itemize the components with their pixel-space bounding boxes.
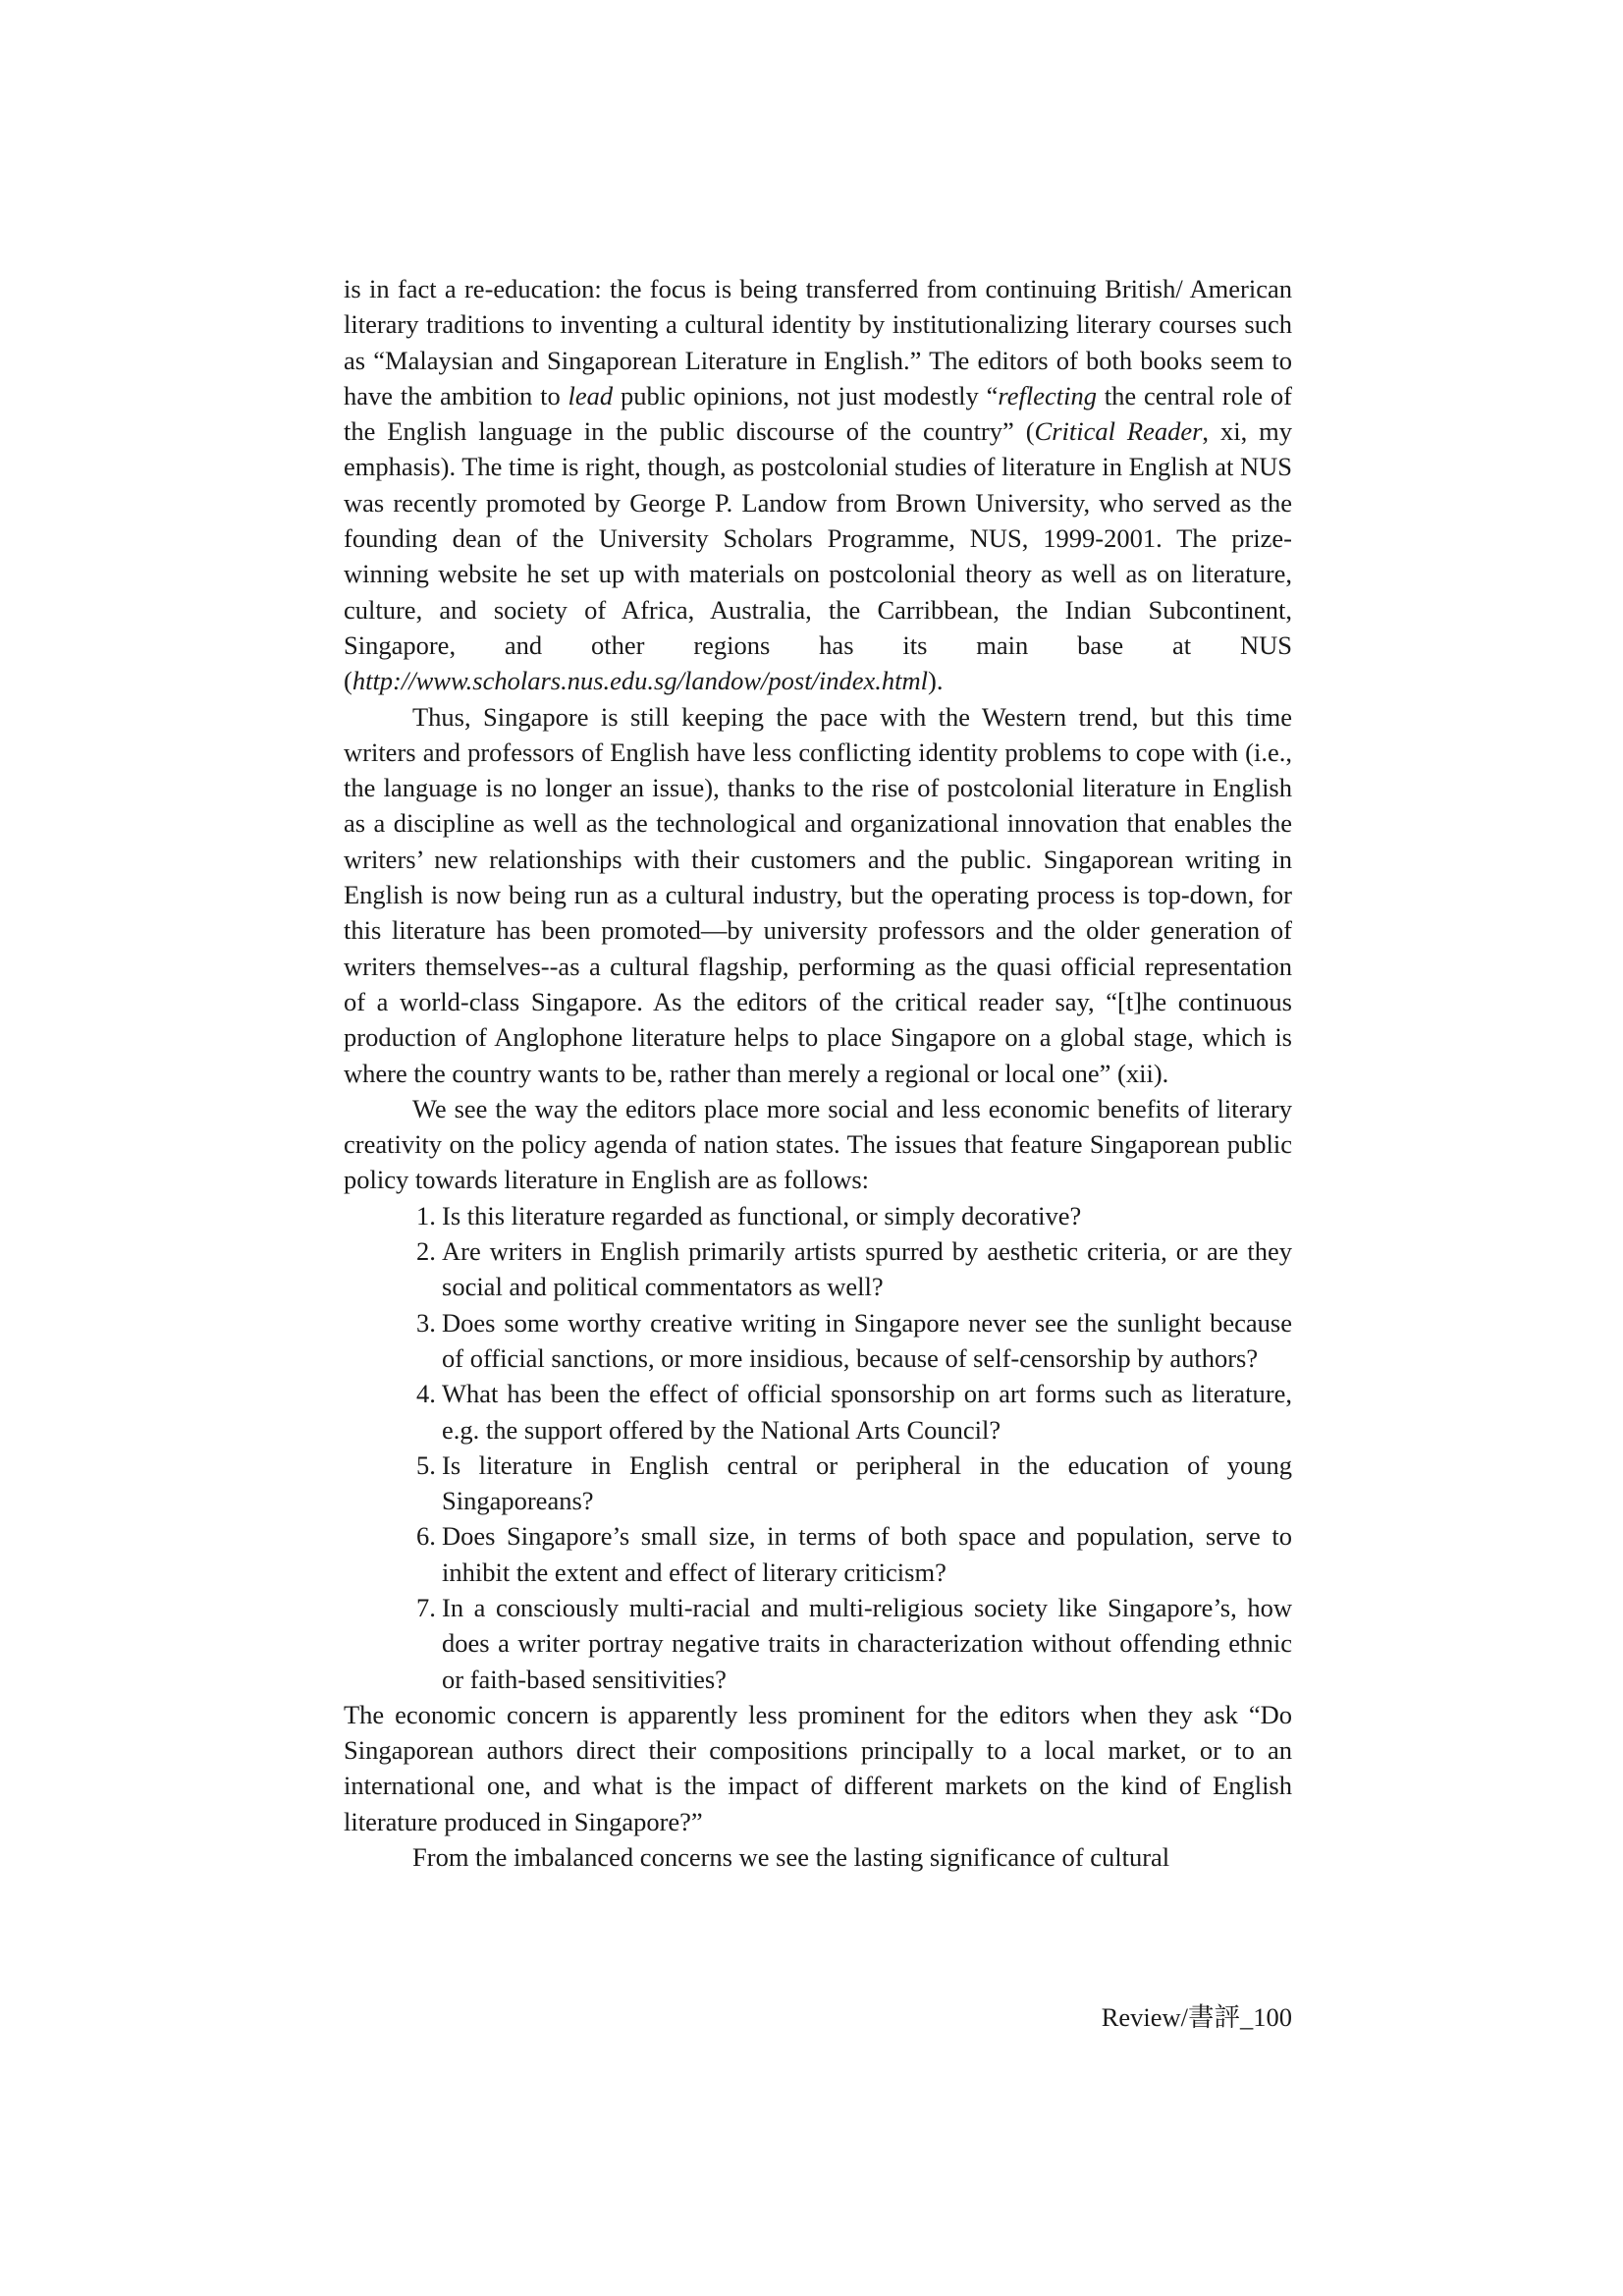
text-run: is in fact a re-education: the focus is being transferred from continuing British/ American literary traditions to inventing a cultural identity by institutionalizing literary courses such as “Malaysian and Singaporean Literature in English.” The editors of both books seem to have the ambition to [344, 274, 1292, 410]
paragraph [344, 1839, 1292, 1875]
italic-text: reflecting [998, 380, 1097, 410]
paragraphs-top [344, 271, 1292, 1198]
body-text [344, 271, 1292, 1875]
text-run: The economic concern is apparently less prominent for the editors when they ask “Do Singaporean authors direct their compositions principally to a local market, or to an international one, and what is the impact of different markets on the kind of English literature produced in Singapore?” [344, 1699, 1292, 1836]
text-run: , xi, my emphasis). The time is right, though, as postcolonial studies of literature in English at NUS was recently promoted by George P. Landow from Brown University, who served as the founding dean of the University Scholars Programme, NUS, 1999-2001. The prize-winning website he set up with materials on postcolonial theory as well as on literature, culture, and society of Africa, Australia, the Carribbean, the Indian Subcontinent, Singapore, and other regions has its main base at NUS ( [344, 416, 1292, 696]
question-item [416, 1448, 1292, 1519]
question-number: 6. [416, 1521, 436, 1552]
question-item [416, 1590, 1292, 1697]
text-run: public opinions, not just modestly “ [613, 380, 999, 410]
paragraph [344, 699, 1292, 1091]
question-number: 3. [416, 1307, 436, 1338]
question-item [416, 1376, 1292, 1448]
italic-text: Critical Reader [1034, 416, 1203, 447]
question-number: 4. [416, 1379, 436, 1409]
question-text: Is literature in English central or peripheral in the education of young Singaporeans? [442, 1449, 1292, 1516]
question-number: 2. [416, 1236, 436, 1267]
question-item [416, 1233, 1292, 1305]
page-footer: Review/書評_100 [1101, 2002, 1292, 2032]
question-item [416, 1305, 1292, 1377]
question-text: In a consciously multi-racial and multi-religious society like Singapore’s, how does a writer portray negative traits in characterization without offending ethnic or faith-based sensitivities? [442, 1592, 1292, 1694]
text-run: ). [928, 666, 944, 696]
question-list [344, 1198, 1292, 1697]
question-text: What has been the effect of official sponsorship on art forms such as literature, e.g. the support offered by the National Arts Council? [442, 1379, 1292, 1445]
question-text: Are writers in English primarily artists spurred by aesthetic criteria, or are they social and political commentators as well? [442, 1236, 1292, 1302]
question-number: 1. [416, 1200, 436, 1230]
paragraph [344, 1697, 1292, 1839]
paragraphs-bottom [344, 1697, 1292, 1875]
italic-text: lead [568, 380, 614, 410]
question-text: Does some worthy creative writing in Singapore never see the sunlight because of official sanctions, or more insidious, because of self-censorship by authors? [442, 1307, 1292, 1373]
text-run: Thus, Singapore is still keeping the pace with the Western trend, but this time writers and professors of English have less conflicting identity problems to cope with (i.e., the language is no longer an issue), thanks to the rise of postcolonial literature in English as a discipline as well as the technological and organizational innovation that enables the writers’ new relationships with their customers and the public. Singaporean writing in English is now being run as a cultural industry, but the operating process is top-down, for this literature has been promoted—by university professors and the older generation of writers themselves--as a cultural flagship, performing as the quasi official representation of a world-class Singapore. As the editors of the critical reader say, “[t]he continuous production of Anglophone literature helps to place Singapore on a global stage, which is where the country wants to be, rather than merely a regional or local one” (xii). [344, 701, 1292, 1088]
text-run: the central role of the English language in the public discourse of the country” ( [344, 380, 1292, 447]
italic-text: http://www.scholars.nus.edu.sg/landow/post/index.html [352, 666, 929, 696]
question-number: 7. [416, 1592, 436, 1622]
text-run: We see the way the editors place more social and less economic benefits of literary creativity on the policy agenda of nation states. The issues that feature Singaporean public policy towards literature in English are as follows: [344, 1093, 1292, 1195]
question-text: Does Singapore’s small size, in terms of both space and population, serve to inhibit the extent and effect of literary criticism? [442, 1521, 1292, 1587]
question-text: Is this literature regarded as functional, or simply decorative? [442, 1200, 1082, 1230]
paragraph [344, 1091, 1292, 1198]
question-item [416, 1198, 1292, 1233]
paragraph [344, 271, 1292, 699]
question-item [416, 1518, 1292, 1590]
question-number: 5. [416, 1449, 436, 1480]
text-run: From the imbalanced concerns we see the lasting significance of cultural [412, 1842, 1170, 1873]
